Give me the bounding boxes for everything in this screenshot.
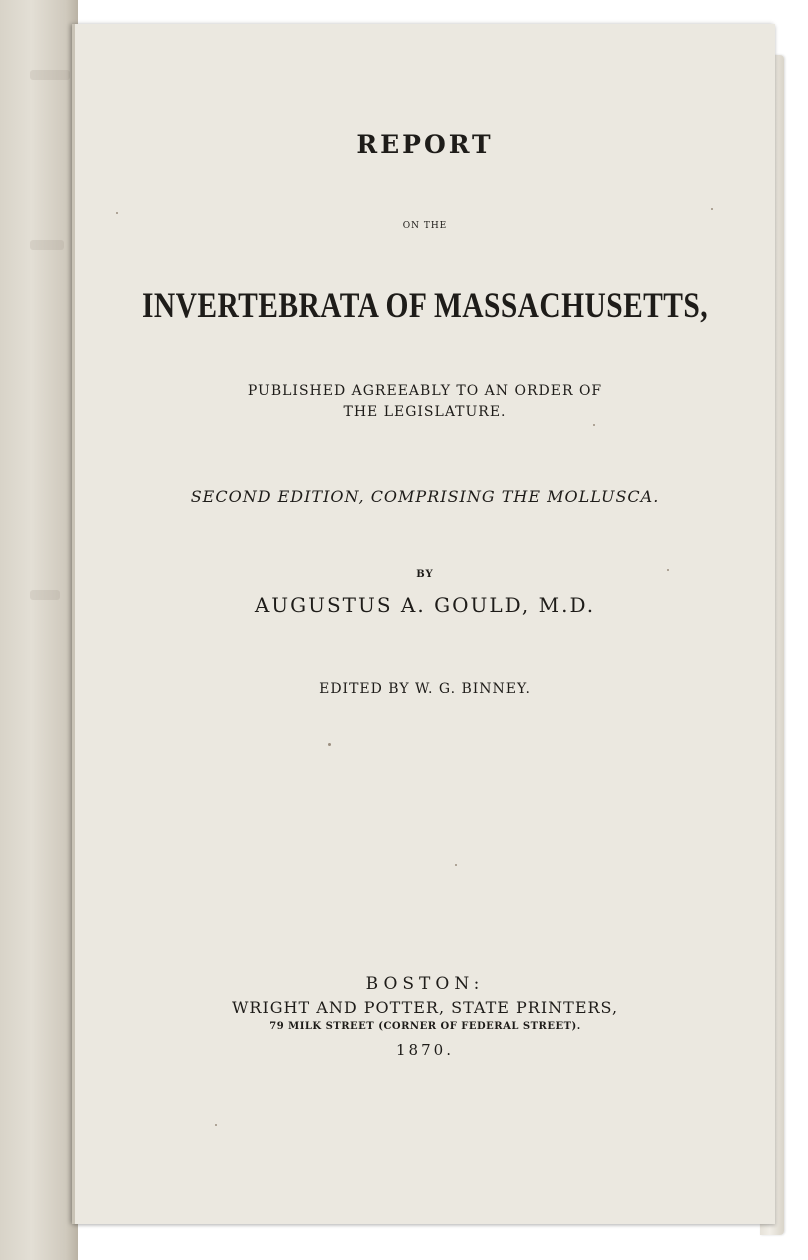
foxing-spot bbox=[116, 212, 118, 214]
facing-page bbox=[0, 0, 78, 1260]
author-name: AUGUSTUS A. GOULD, M.D. bbox=[254, 593, 596, 617]
published-line-2: THE LEGISLATURE. bbox=[343, 404, 507, 420]
by-text: BY bbox=[416, 569, 434, 580]
bleed-through-text bbox=[30, 70, 70, 80]
imprint-address: 79 MILK STREET (CORNER OF FEDERAL STREET). bbox=[269, 1021, 581, 1032]
editor-credit: EDITED BY W. G. BINNEY. bbox=[319, 681, 531, 697]
published-line-1: PUBLISHED AGREEABLY TO AN ORDER OF bbox=[247, 383, 603, 399]
foxing-spot bbox=[593, 424, 595, 426]
main-title: INVERTEBRATA OF MASSACHUSETTS, bbox=[142, 285, 708, 325]
on-the-text: ON THE bbox=[402, 221, 448, 231]
bleed-through-text bbox=[30, 590, 60, 600]
report-heading: REPORT bbox=[356, 130, 494, 159]
title-page bbox=[72, 24, 775, 1224]
foxing-spot bbox=[711, 208, 713, 210]
imprint-printers: WRIGHT AND POTTER, STATE PRINTERS, bbox=[231, 998, 619, 1017]
foxing-spot bbox=[328, 743, 331, 746]
bleed-through-text bbox=[30, 240, 64, 250]
edition-text: SECOND EDITION, COMPRISING THE MOLLUSCA. bbox=[190, 487, 660, 506]
foxing-spot bbox=[215, 1124, 217, 1126]
foxing-spot bbox=[455, 864, 457, 866]
imprint-year: 1870. bbox=[396, 1041, 454, 1059]
foxing-spot bbox=[667, 569, 669, 571]
imprint-city: BOSTON: bbox=[365, 974, 485, 994]
